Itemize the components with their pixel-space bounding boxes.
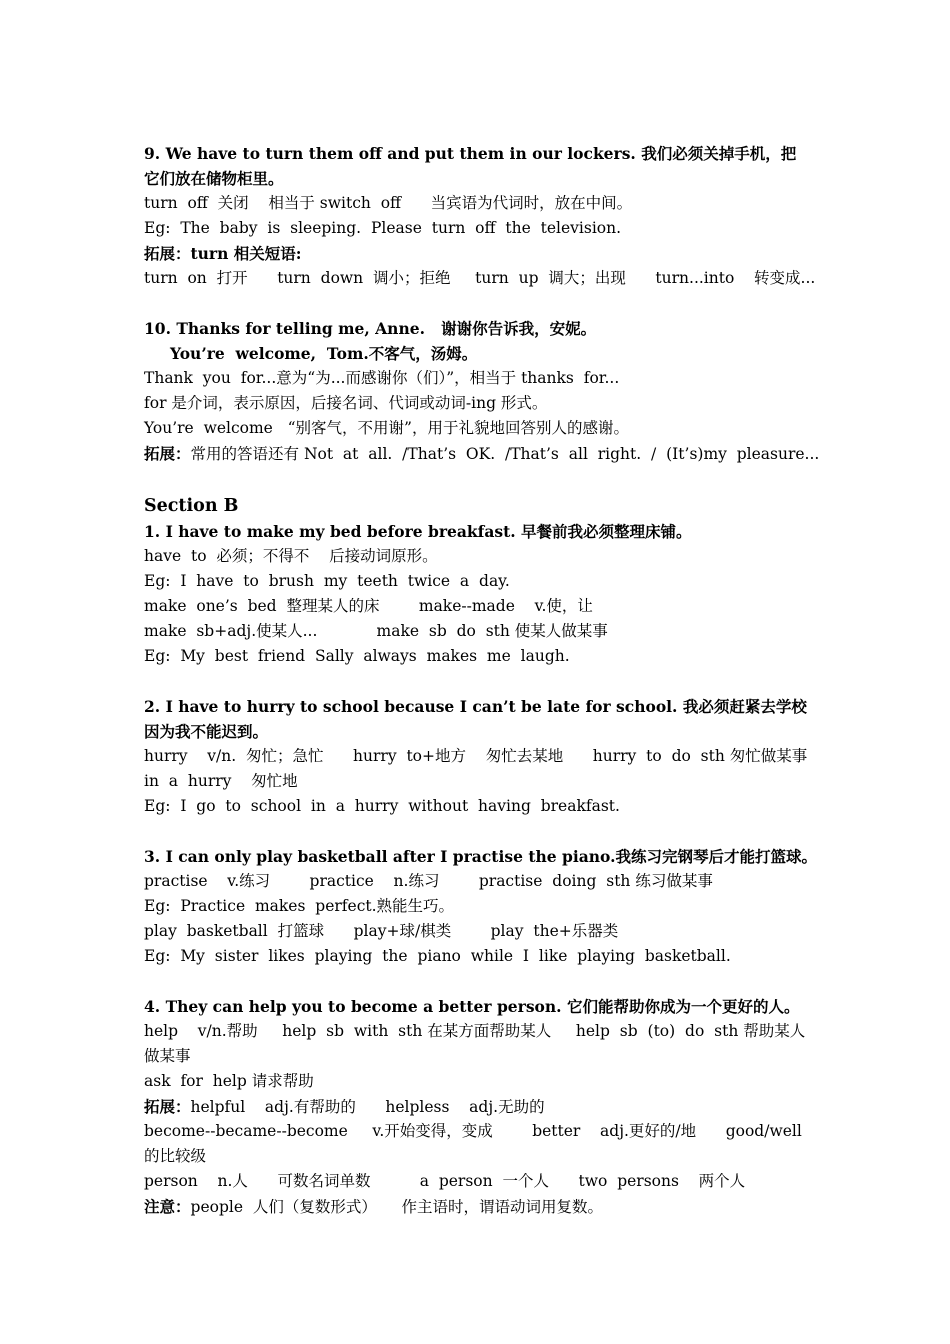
spacer	[144, 819, 809, 844]
b3-note-2: play basketball 打篮球 play+球/棋类 play the+乐器类	[144, 922, 619, 940]
b1-example-1: Eg: I have to brush my teeth twice a day.	[144, 572, 510, 590]
b3-note-1: practise v.练习 practice n.练习 practise doing sth 练习做某事	[144, 872, 713, 890]
extension-text: 常用的答语还有 Not at all. /That’s OK. /That’s all right. / (It’s)my pleasure...	[190, 445, 820, 463]
b1-note-1: have to 必须；不得不 后接动词原形。	[144, 547, 438, 565]
extension-label: 拓展：	[144, 444, 191, 463]
item-10-title: 10. Thanks for telling me, Anne. 谢谢你告诉我，安妮。	[144, 319, 597, 338]
b4-note-4: person n.人 可数名词单数 a person 一个人 two persons 两个人	[144, 1172, 746, 1190]
b2-note-1: hurry v/n. 匆忙；急忙 hurry to+地方 匆忙去某地 hurry to do sth 匆忙做某事	[144, 747, 808, 765]
b4-note-2: ask for help 请求帮助	[144, 1072, 314, 1090]
spacer	[144, 969, 809, 994]
extension-label: 拓展：	[144, 1097, 191, 1116]
document-body	[144, 141, 820, 1219]
item-9-extension-heading: 拓展：turn 相关短语:	[144, 244, 302, 263]
item-10-note-2: for 是介词，表示原因，后接名词、代词或动词-ing 形式。	[144, 394, 548, 412]
attention-text: people 人们（复数形式） 作主语时，谓语动词用复数。	[190, 1198, 603, 1216]
attention-label: 注意：	[144, 1197, 191, 1216]
b3-example-2: Eg: My sister likes playing the piano while I like playing basketball.	[144, 947, 731, 965]
item-9-title: 9. We have to turn them off and put them in our lockers. 我们必须关掉手机，把它们放在储物柜里。	[144, 144, 797, 188]
item-9-example: Eg: The baby is sleeping. Please turn off the television.	[144, 219, 622, 237]
b3-example-1: Eg: Practice makes perfect.熟能生巧。	[144, 897, 455, 915]
item-9-phrases: turn on 打开 turn down 调小；拒绝 turn up 调大；出现 turn...into 转变成...	[144, 269, 816, 287]
spacer	[144, 291, 809, 316]
item-9-note: turn off 关闭 相当于 switch off 当宾语为代词时，放在中间。	[144, 194, 633, 212]
item-10-reply: You’re welcome, Tom.不客气，汤姆。	[170, 344, 478, 363]
item-10-note-3: You’re welcome “别客气，不用谢”，用于礼貌地回答别人的感谢。	[144, 419, 629, 437]
spacer	[144, 466, 809, 491]
b4-note-1: help v/n.帮助 help sb with sth 在某方面帮助某人 help sb (to) do sth 帮助某人做某事	[144, 1022, 806, 1065]
b4-extension	[144, 1094, 809, 1119]
b2-note-2: in a hurry 匆忙地	[144, 772, 298, 790]
b2-example: Eg: I go to school in a hurry without having breakfast.	[144, 797, 620, 815]
spacer	[144, 669, 809, 694]
section-b-heading: Section B	[144, 496, 239, 516]
extension-text: helpful adj.有帮助的 helpless adj.无助的	[190, 1098, 545, 1116]
b4-title: 4. They can help you to become a better person. 它们能帮助你成为一个更好的人。	[144, 997, 800, 1016]
b1-note-2: make one’s bed 整理某人的床 make--made v.使，让	[144, 597, 593, 615]
item-10-extension	[144, 441, 820, 466]
b4-note-3: become--became--become v.开始变得，变成 better adj.更好的/地 good/well 的比较级	[144, 1122, 807, 1165]
b3-title: 3. I can only play basketball after I practise the piano.我练习完钢琴后才能打篮球。	[144, 847, 818, 866]
b1-title: 1. I have to make my bed before breakfast. 早餐前我必须整理床铺。	[144, 522, 692, 541]
b1-note-3: make sb+adj.使某人... make sb do sth 使某人做某事	[144, 622, 608, 640]
item-10-note-1: Thank you for...意为“为...而感谢你（们）”，相当于 thanks for...	[144, 369, 620, 387]
b1-example-2: Eg: My best friend Sally always makes me laugh.	[144, 647, 570, 665]
b2-title: 2. I have to hurry to school because I can’t be late for school. 我必须赶紧去学校因为我不能迟到。	[144, 697, 807, 741]
b4-attention	[144, 1194, 809, 1219]
